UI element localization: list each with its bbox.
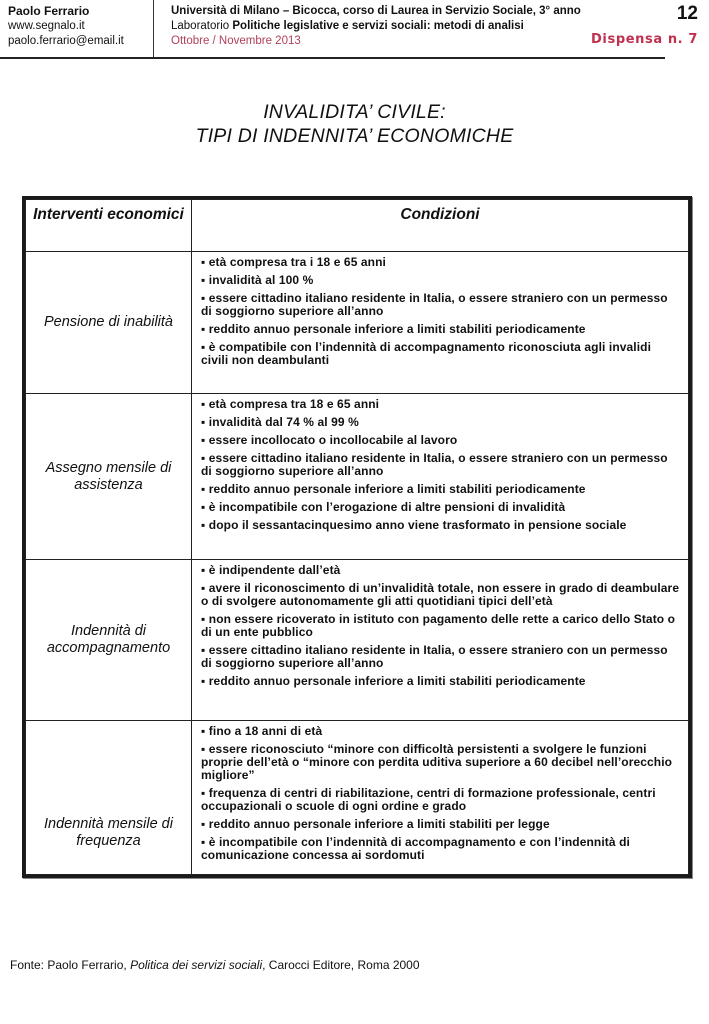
header-divider-horizontal — [0, 57, 665, 59]
row-conditions — [192, 560, 689, 721]
condition-item: ▪ reddito annuo personale inferiore a limiti stabiliti periodicamente — [201, 482, 586, 496]
condition-item: ▪ età compresa tra 18 e 65 anni — [201, 397, 380, 411]
row-conditions — [192, 252, 689, 394]
header-divider-vertical — [153, 0, 154, 58]
page-number: 12 — [676, 3, 698, 24]
condition-item: ▪ essere cittadino italiano residente in Italia, o essere straniero con un permesso di soggiorno superiore all’anno — [201, 451, 668, 478]
condition-item: ▪ non essere ricoverato in istituto con pagamento delle rette a carico dello Stato o di un ente pubblico — [201, 612, 676, 639]
condition-item: ▪ è incompatibile con l’indennità di accompagnamento e con l’indennità di comunicazione concessa ai sordomuti — [201, 835, 630, 862]
condition-item: ▪ è incompatibile con l’erogazione di altre pensioni di invalidità — [201, 500, 566, 514]
condition-item: ▪ essere cittadino italiano residente in Italia, o essere straniero con un permesso di soggiorno superiore all’anno — [201, 643, 668, 670]
condition-item: ▪ reddito annuo personale inferiore a limiti stabiliti per legge — [201, 817, 550, 831]
condition-item: ▪ reddito annuo personale inferiore a limiti stabiliti periodicamente — [201, 322, 586, 336]
condition-item: ▪ è indipendente dall’età — [201, 563, 341, 577]
condition-item: ▪ è compatibile con l’indennità di accompagnamento riconosciuta agli invalidi civili non deambulanti — [201, 340, 652, 367]
page-title — [0, 100, 709, 148]
condition-item: ▪ età compresa tra i 18 e 65 anni — [201, 255, 386, 269]
author-name: Paolo Ferrario — [8, 4, 90, 18]
condition-item: ▪ dopo il sessantacinquesimo anno viene trasformato in pensione sociale — [201, 518, 627, 532]
row-name-pensione-inabilita: Pensione di inabilità — [26, 252, 192, 394]
condition-item: ▪ avere il riconoscimento di un’invalidità totale, non essere in grado di deambulare o di svolgere autonomamente gli atti quotidiani tipici dell’età — [201, 581, 680, 608]
citation-book-title: Politica dei servizi sociali — [130, 958, 263, 972]
title-line-1: INVALIDITA’ CIVILE: — [263, 101, 446, 123]
column-header-condizioni: Condizioni — [192, 200, 689, 252]
row-conditions — [192, 721, 689, 875]
condition-item: ▪ fino a 18 anni di età — [201, 724, 323, 738]
table-row — [26, 252, 689, 394]
row-conditions — [192, 394, 689, 560]
row-name-assegno-mensile: Assegno mensile di assistenza — [26, 394, 192, 560]
condition-item: ▪ frequenza di centri di riabilitazione, centri di formazione professionale, centri occupazionali o scuole di ogni ordine e grado — [201, 786, 656, 813]
dispensa-label: Dispensa n. 7 — [591, 32, 698, 47]
author-website[interactable]: www.segnalo.it — [8, 20, 85, 32]
title-line-2: TIPI DI INDENNITA’ ECONOMICHE — [195, 125, 514, 147]
table-row — [26, 721, 689, 875]
course-date: Ottobre / Novembre 2013 — [171, 35, 301, 47]
condition-item: ▪ essere riconosciuto “minore con difficoltà persistenti a svolgere le funzioni proprie dell’età o “minore con perdita uditiva superiore a 60 decibel nell’orecchio migliore” — [201, 742, 673, 782]
citation-suffix: , Carocci Editore, Roma 2000 — [262, 958, 420, 972]
condition-item: ▪ invalidità al 100 % — [201, 273, 314, 287]
table-header-row — [26, 200, 689, 252]
university-line: Università di Milano – Bicocca, corso di Laurea in Servizio Sociale, 3° anno — [171, 5, 581, 17]
course-block — [171, 4, 651, 49]
lab-line — [171, 19, 651, 34]
source-citation — [10, 958, 420, 972]
indemnity-table — [22, 196, 692, 878]
lab-prefix: Laboratorio — [171, 20, 233, 32]
row-name-indennita-accompagnamento: Indennità di accompagnamento — [26, 560, 192, 721]
lab-title: Politiche legislative e servizi sociali: metodi di analisi — [232, 20, 524, 32]
condition-item: ▪ reddito annuo personale inferiore a limiti stabiliti periodicamente — [201, 674, 586, 688]
column-header-interventi: Interventi economici — [26, 200, 192, 252]
row-name-indennita-frequenza: Indennità mensile di frequenza — [26, 721, 192, 875]
author-block — [8, 4, 152, 49]
condition-item: ▪ essere incollocato o incollocabile al lavoro — [201, 433, 458, 447]
table-row — [26, 394, 689, 560]
table-row — [26, 560, 689, 721]
author-email[interactable]: paolo.ferrario@email.it — [8, 35, 124, 47]
citation-prefix: Fonte: Paolo Ferrario, — [10, 958, 131, 972]
condition-item: ▪ essere cittadino italiano residente in Italia, o essere straniero con un permesso di soggiorno superiore all’anno — [201, 291, 668, 318]
condition-item: ▪ invalidità dal 74 % al 99 % — [201, 415, 359, 429]
